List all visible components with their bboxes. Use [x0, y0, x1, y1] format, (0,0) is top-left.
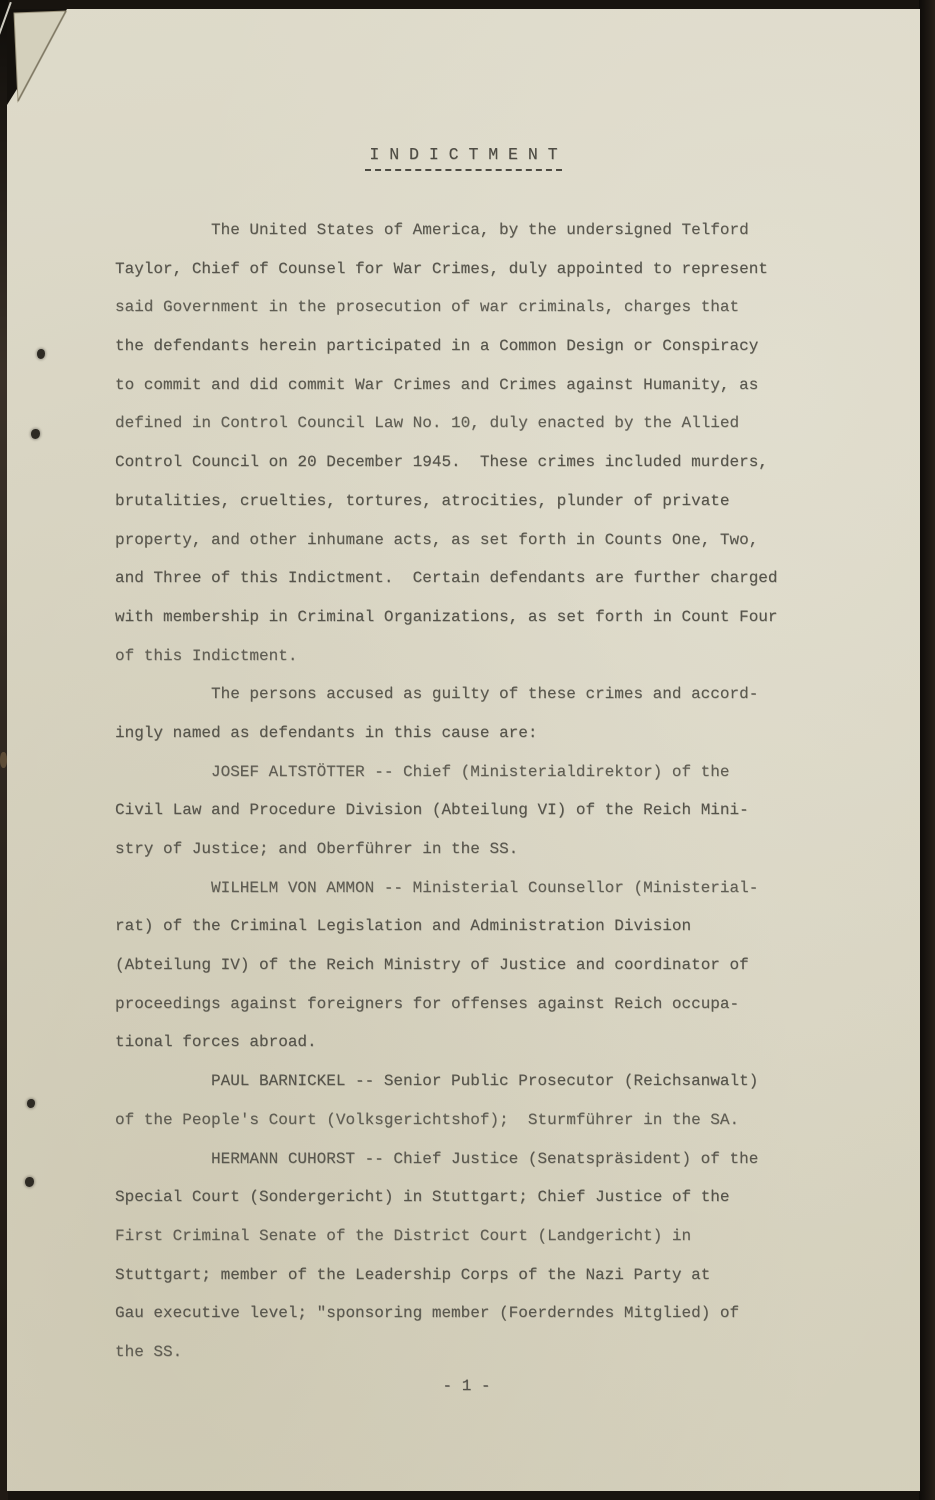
document-line: tional forces abroad.	[115, 1033, 317, 1052]
document-line: Control Council on 20 December 1945. These crimes included murders,	[115, 453, 768, 472]
document-line: First Criminal Senate of the District Court (Landgericht) in	[115, 1226, 692, 1245]
edge-tape-mark	[0, 752, 7, 768]
document-line: with membership in Criminal Organizations, as set forth in Count Four	[115, 607, 778, 626]
ink-speck	[37, 349, 45, 359]
document-line: Stuttgart; member of the Leadership Corps of the Nazi Party at	[115, 1265, 711, 1284]
document-line: rat) of the Criminal Legislation and Administration Division	[115, 917, 692, 936]
document-line: HERMANN CUHORST -- Chief Justice (Senatspräsident) of the	[211, 1149, 759, 1168]
document-line: proceedings against foreigners for offenses against Reich occupa-	[115, 994, 740, 1013]
document-line: The United States of America, by the undersigned Telford	[211, 221, 749, 239]
folded-corner	[7, 9, 97, 119]
photo-edge-right	[919, 0, 935, 1500]
ink-speck	[27, 1099, 35, 1108]
ink-speck	[25, 1177, 34, 1187]
document-title	[7, 143, 920, 167]
document-line: The persons accused as guilty of these crimes and accord-	[211, 685, 759, 704]
document-line: and Three of this Indictment. Certain defendants are further charged	[115, 569, 778, 588]
document-line: of the People's Court (Volksgerichtshof); Sturmführer in the SA.	[115, 1110, 740, 1129]
document-line: Civil Law and Procedure Division (Abteilung VI) of the Reich Mini-	[115, 801, 749, 820]
document-line: (Abteilung IV) of the Reich Ministry of Justice and coordinator of	[115, 956, 749, 975]
document-line: the SS.	[115, 1342, 183, 1361]
document-line: the defendants herein participated in a Common Design or Conspiracy	[115, 337, 759, 356]
document-line: WILHELM VON AMMON -- Ministerial Counsellor (Ministerial-	[211, 878, 759, 897]
document-title-text: I N D I C T M E N T	[365, 145, 561, 171]
document-line: to commit and did commit War Crimes and Crimes against Humanity, as	[115, 375, 759, 394]
document-line: JOSEF ALTSTÖTTER -- Chief (Ministerialdirektor) of the	[211, 762, 730, 781]
document-page	[7, 9, 920, 1491]
document-line: Gau executive level; "sponsoring member (Foerderndes Mitglied) of	[115, 1304, 740, 1323]
document-line: stry of Justice; and Oberführer in the SS.	[115, 840, 519, 858]
document-line: PAUL BARNICKEL -- Senior Public Prosecutor (Reichsanwalt)	[211, 1072, 759, 1091]
document-line: defined in Control Council Law No. 10, duly enacted by the Allied	[115, 414, 740, 433]
ink-speck	[31, 429, 40, 439]
document-line: ingly named as defendants in this cause are:	[115, 723, 538, 742]
document-line: said Government in the prosecution of war criminals, charges that	[115, 298, 740, 317]
document-line: property, and other inhumane acts, as set forth in Counts One, Two,	[115, 530, 759, 549]
document-line: Taylor, Chief of Counsel for War Crimes, duly appointed to represent	[115, 259, 768, 278]
document-line: Special Court (Sondergericht) in Stuttgart; Chief Justice of the	[115, 1188, 730, 1207]
document-line: of this Indictment.	[115, 646, 298, 665]
document-line: brutalities, cruelties, tortures, atrocities, plunder of private	[115, 491, 730, 510]
page-number: - 1 -	[442, 1377, 491, 1395]
document-body	[115, 211, 835, 1372]
